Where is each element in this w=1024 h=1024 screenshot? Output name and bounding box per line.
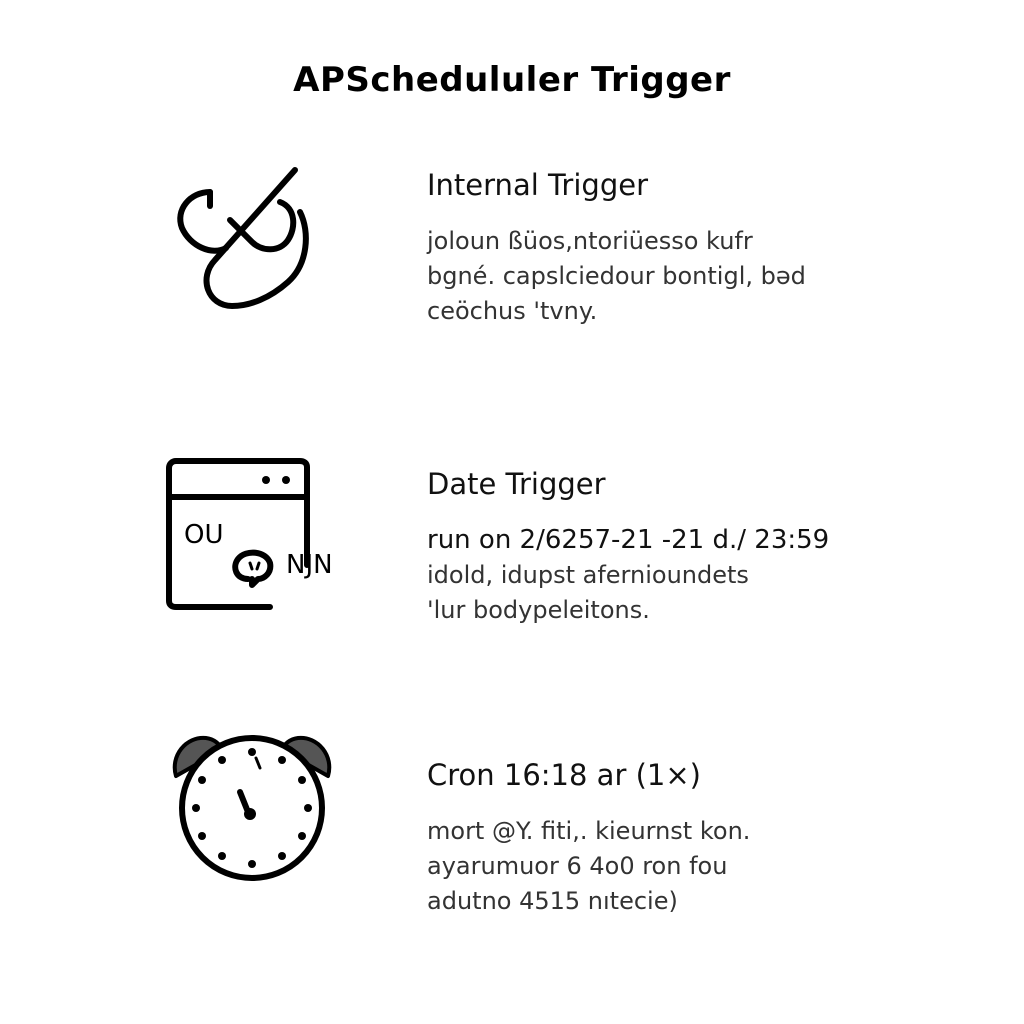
trigger-text-internal	[427, 168, 987, 329]
paperclip-icon	[170, 160, 320, 324]
icon-label-right: NJN	[286, 550, 333, 580]
description-line: 'lur bodypeleitons.	[427, 596, 650, 624]
page-title: APSchedululer Trigger	[293, 60, 731, 100]
trigger-description	[427, 814, 987, 919]
description-line: run on 2/6257-21 -21 d./ 23:59	[427, 525, 830, 555]
description-line: idold, idupst afernioundets	[427, 561, 749, 589]
trigger-heading: Date Trigger	[427, 467, 606, 501]
trigger-heading: Internal Trigger	[427, 168, 648, 202]
description-line: adutno 4515 nıtecie)	[427, 887, 678, 915]
trigger-text-date	[427, 467, 987, 628]
trigger-text-cron	[427, 758, 987, 919]
calendar-window-icon	[162, 455, 362, 619]
description-line: joloun ßüos,ntoriüesso kufr	[427, 227, 753, 255]
trigger-description	[427, 523, 987, 628]
description-line: ceöchus 'tvny.	[427, 297, 598, 325]
description-line: aуаrumuor 6 4o0 ron fou	[427, 852, 728, 880]
description-line: mort @Y. fiti,. kieurnst kon.	[427, 817, 751, 845]
trigger-heading: Cron 16:18 ar (1×)	[427, 758, 701, 792]
alarm-clock-icon	[168, 730, 338, 889]
icon-label-left: OU	[184, 520, 224, 550]
description-line: bgné. capslciedour bontigl, bəd	[427, 262, 806, 290]
trigger-description	[427, 224, 987, 329]
